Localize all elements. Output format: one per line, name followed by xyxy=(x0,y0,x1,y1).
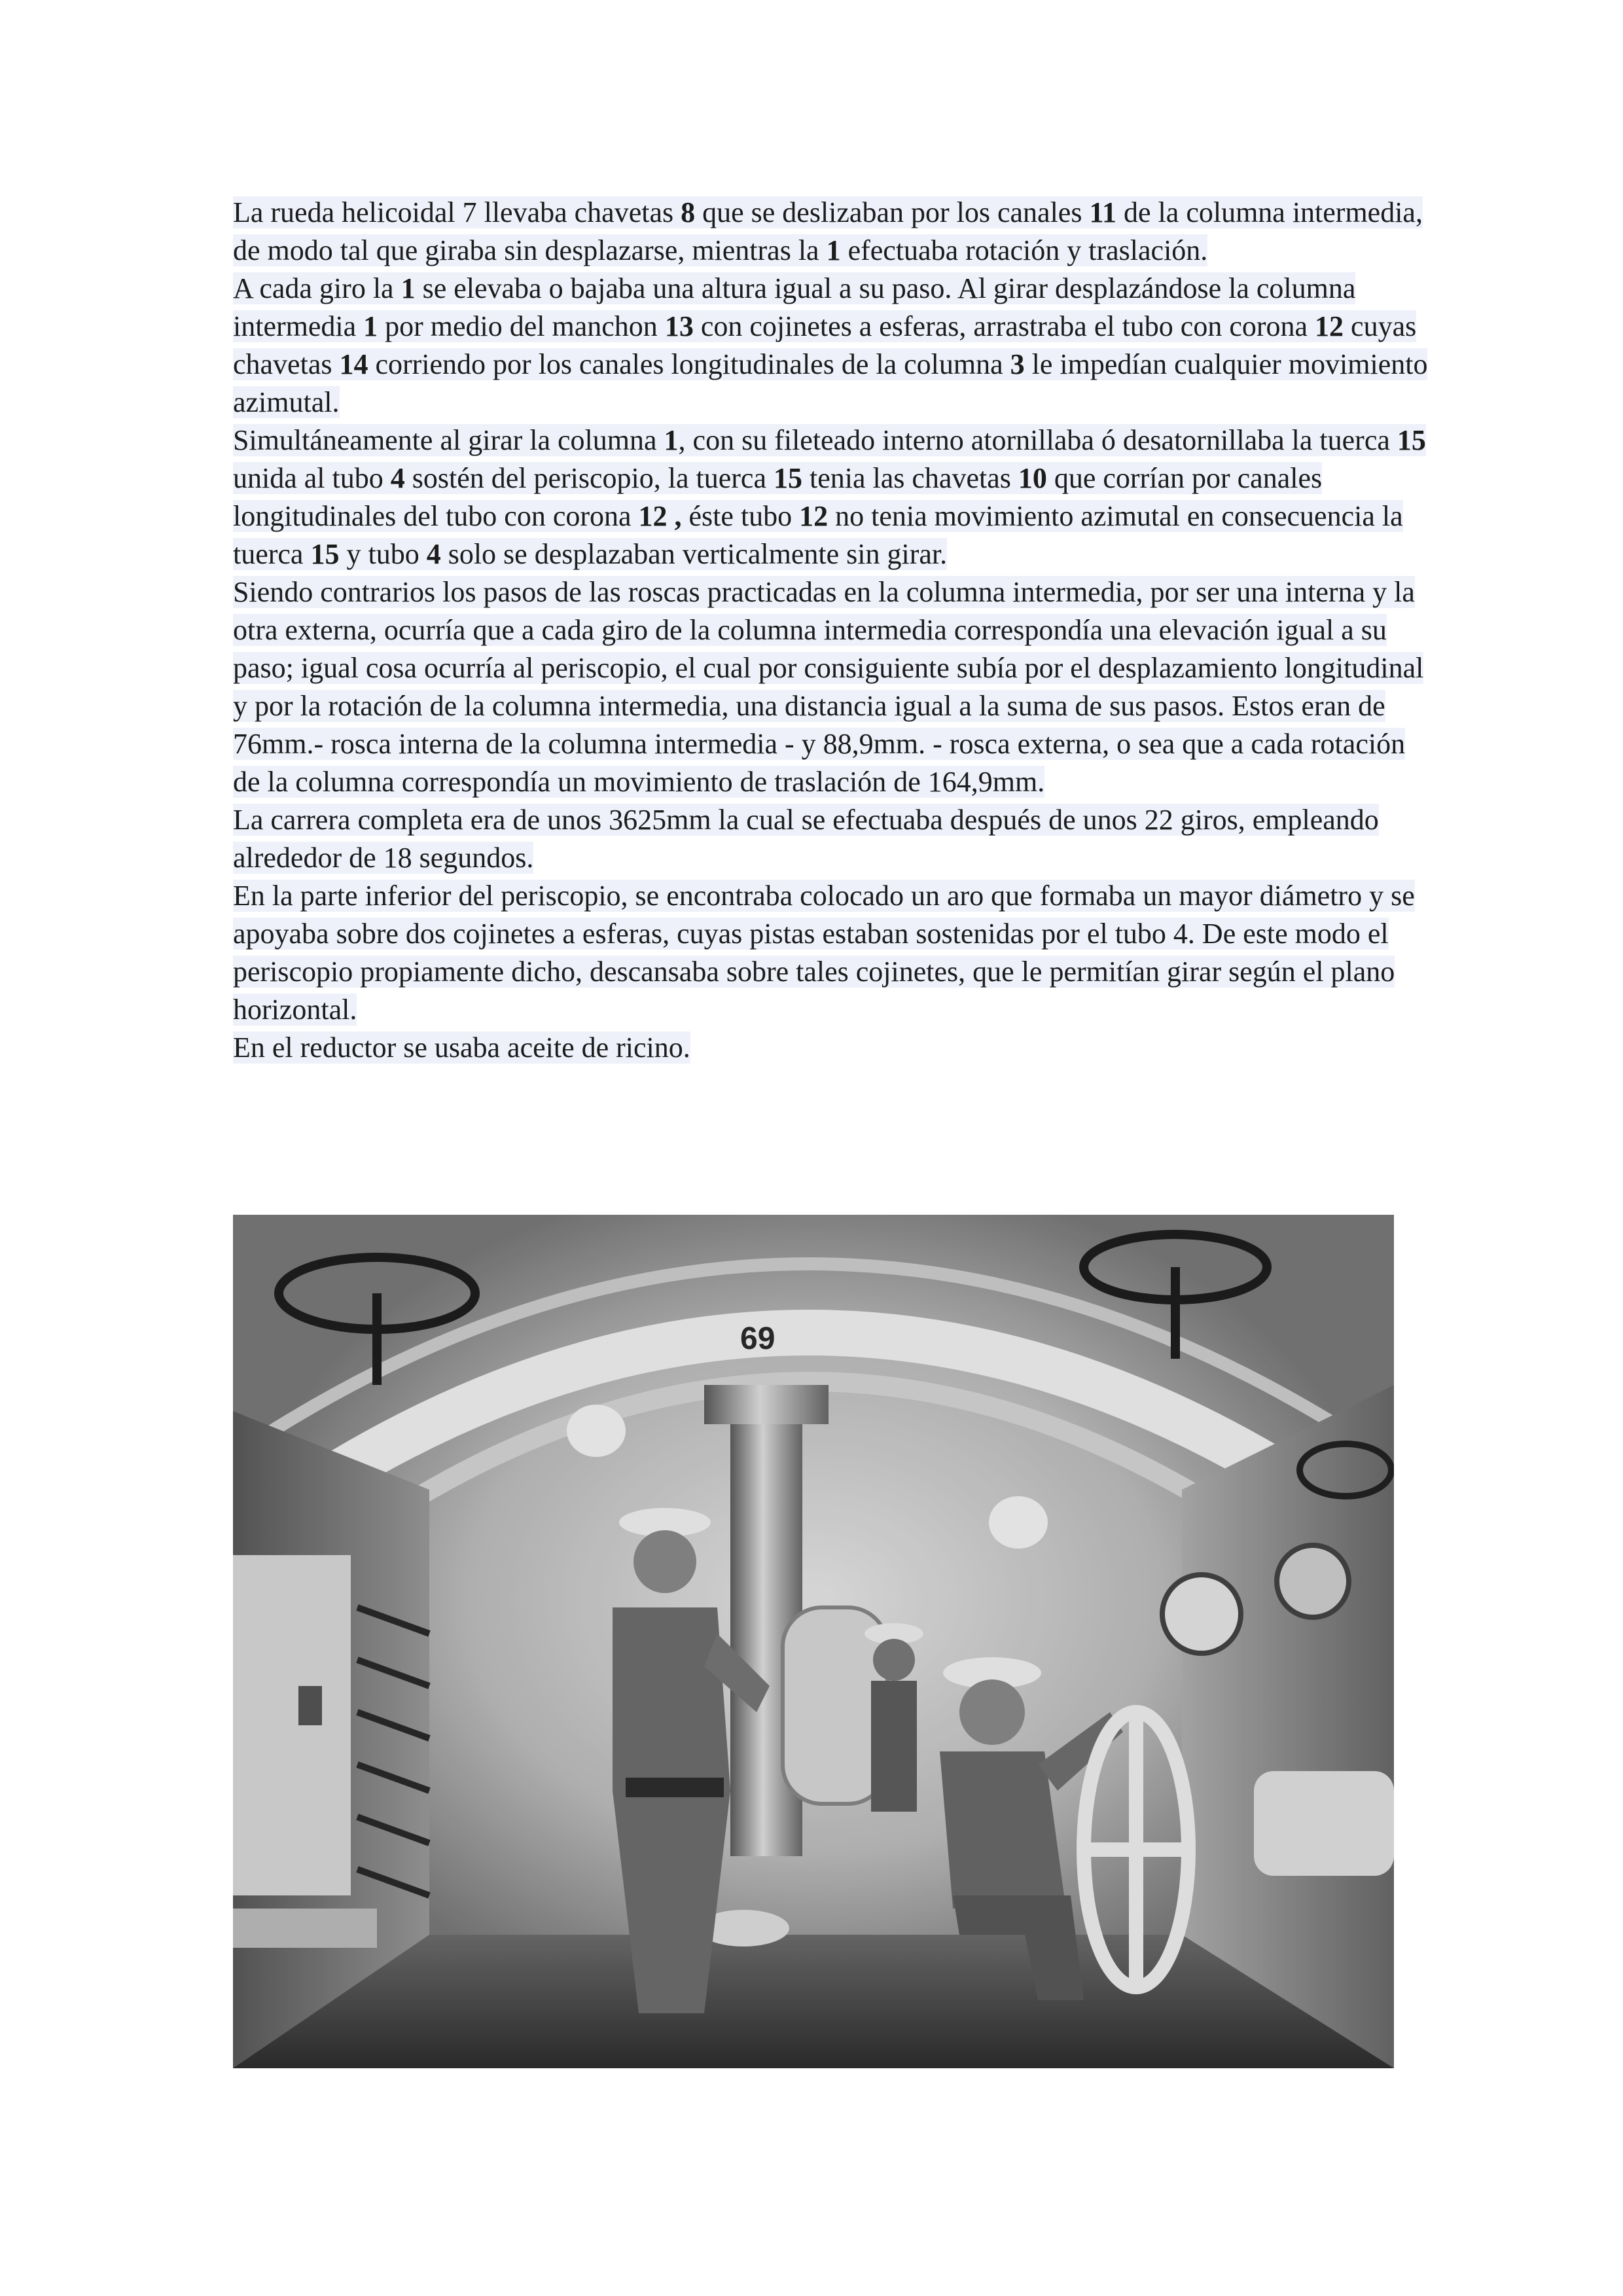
part-number: 15 xyxy=(774,462,802,494)
hull-stencil-number: 69 xyxy=(740,1321,776,1356)
paragraph xyxy=(233,1029,1431,1067)
paragraph-text xyxy=(233,880,1415,1026)
text-run: le impedían cualquier movimiento azimutal. xyxy=(233,348,1428,418)
text-run: La carrera completa era de unos 3625mm la cual se efectuaba después de unos 22 giros, empleando alrededor de 18 segundos. xyxy=(233,804,1379,874)
part-number: 4 xyxy=(390,462,405,494)
paragraph xyxy=(233,194,1431,270)
text-run: En el reductor se usaba aceite de ricino. xyxy=(233,1031,690,1064)
text-run: solo se desplazaban verticalmente sin girar. xyxy=(440,538,948,570)
part-number: 1 xyxy=(401,272,416,304)
part-number: 3 xyxy=(1010,348,1025,380)
text-run: efectuaba rotación y traslación. xyxy=(840,234,1208,266)
text-run: que corrían por canales longitudinales del tubo con corona xyxy=(233,462,1323,532)
paragraph xyxy=(233,270,1431,422)
part-number: 12 xyxy=(1315,310,1344,342)
part-number: 1 xyxy=(826,234,841,266)
paragraph-text xyxy=(233,272,1427,418)
paragraph-text xyxy=(233,1031,690,1064)
part-number: 1 xyxy=(363,310,378,342)
part-number: 12 xyxy=(799,500,829,532)
part-number: 14 xyxy=(339,348,368,380)
text-run: La rueda helicoidal 7 llevaba chavetas xyxy=(233,196,681,228)
part-number: 15 xyxy=(1397,424,1426,456)
submarine-interior-photo xyxy=(233,1215,1394,2068)
text-run: Simultáneamente al girar la columna xyxy=(233,424,664,456)
paragraph-text xyxy=(233,576,1423,798)
text-run: no tenia movimiento azimutal en consecuencia la tuerca xyxy=(233,500,1403,570)
part-number: 13 xyxy=(664,310,694,342)
text-run: unida al tubo xyxy=(233,462,391,494)
text-run: de la columna intermedia, de modo tal que giraba sin desplazarse, mientras la xyxy=(233,196,1423,266)
body-text xyxy=(233,194,1431,1067)
photo-tone xyxy=(233,1215,1394,2068)
paragraph-text xyxy=(233,424,1426,570)
text-run: En la parte inferior del periscopio, se encontraba colocado un aro que formaba un mayor diámetro y se apoyaba sobre dos cojinetes a esferas, cuyas pistas estaban sostenidas por el tubo 4. De este modo el periscopio propiamente dicho, descansaba sobre tales cojinetes, que le permitían girar según el plano horizontal. xyxy=(233,880,1415,1026)
paragraph xyxy=(233,801,1431,877)
text-run: con cojinetes a esferas, arrastraba el tubo con corona xyxy=(693,310,1315,342)
part-number: 10 xyxy=(1018,462,1047,494)
part-number: 4 xyxy=(426,538,441,570)
text-run: Siendo contrarios los pasos de las roscas practicadas en la columna intermedia, por ser una interna y la otra externa, ocurría que a cada giro de la columna intermedia correspondía una elevación igual a su paso; igual cosa ocurría al periscopio, el cual por consiguiente subía por el desplazamiento longitudinal y por la rotación de la columna intermedia, una distancia igual a la suma de sus pasos. Estos eran de 76mm.- rosca interna de la columna intermedia - y 88,9mm. - rosca externa, o sea que a cada rotación de la columna correspondía un movimiento de traslación de 164,9mm. xyxy=(233,576,1424,798)
photo-illustration xyxy=(233,1215,1394,2068)
part-number: 11 xyxy=(1089,196,1117,228)
part-number: 1 xyxy=(664,424,679,456)
text-run: por medio del manchon xyxy=(378,310,665,342)
part-number: 15 xyxy=(310,538,340,570)
text-run: y tubo xyxy=(339,538,427,570)
paragraph xyxy=(233,422,1431,573)
part-number: 12 , xyxy=(638,500,682,532)
text-run: corriendo por los canales longitudinales de la columna xyxy=(368,348,1010,380)
text-run: tenia las chavetas xyxy=(802,462,1018,494)
text-run: que se deslizaban por los canales xyxy=(695,196,1090,228)
paragraph xyxy=(233,573,1431,801)
text-run: se elevaba o bajaba una altura igual a su paso. Al girar desplazándose la columna intermedia xyxy=(233,272,1356,342)
text-run: , con su fileteado interno atornillaba ó desatornillaba la tuerca xyxy=(678,424,1397,456)
text-run: cuyas chavetas xyxy=(233,310,1417,380)
text-run: sostén del periscopio, la tuerca xyxy=(404,462,774,494)
paragraph-text xyxy=(233,804,1379,874)
paragraph-text xyxy=(233,196,1423,266)
text-run: A cada giro la xyxy=(233,272,401,304)
paragraph xyxy=(233,877,1431,1029)
part-number: 8 xyxy=(681,196,696,228)
text-run: éste tubo xyxy=(681,500,800,532)
